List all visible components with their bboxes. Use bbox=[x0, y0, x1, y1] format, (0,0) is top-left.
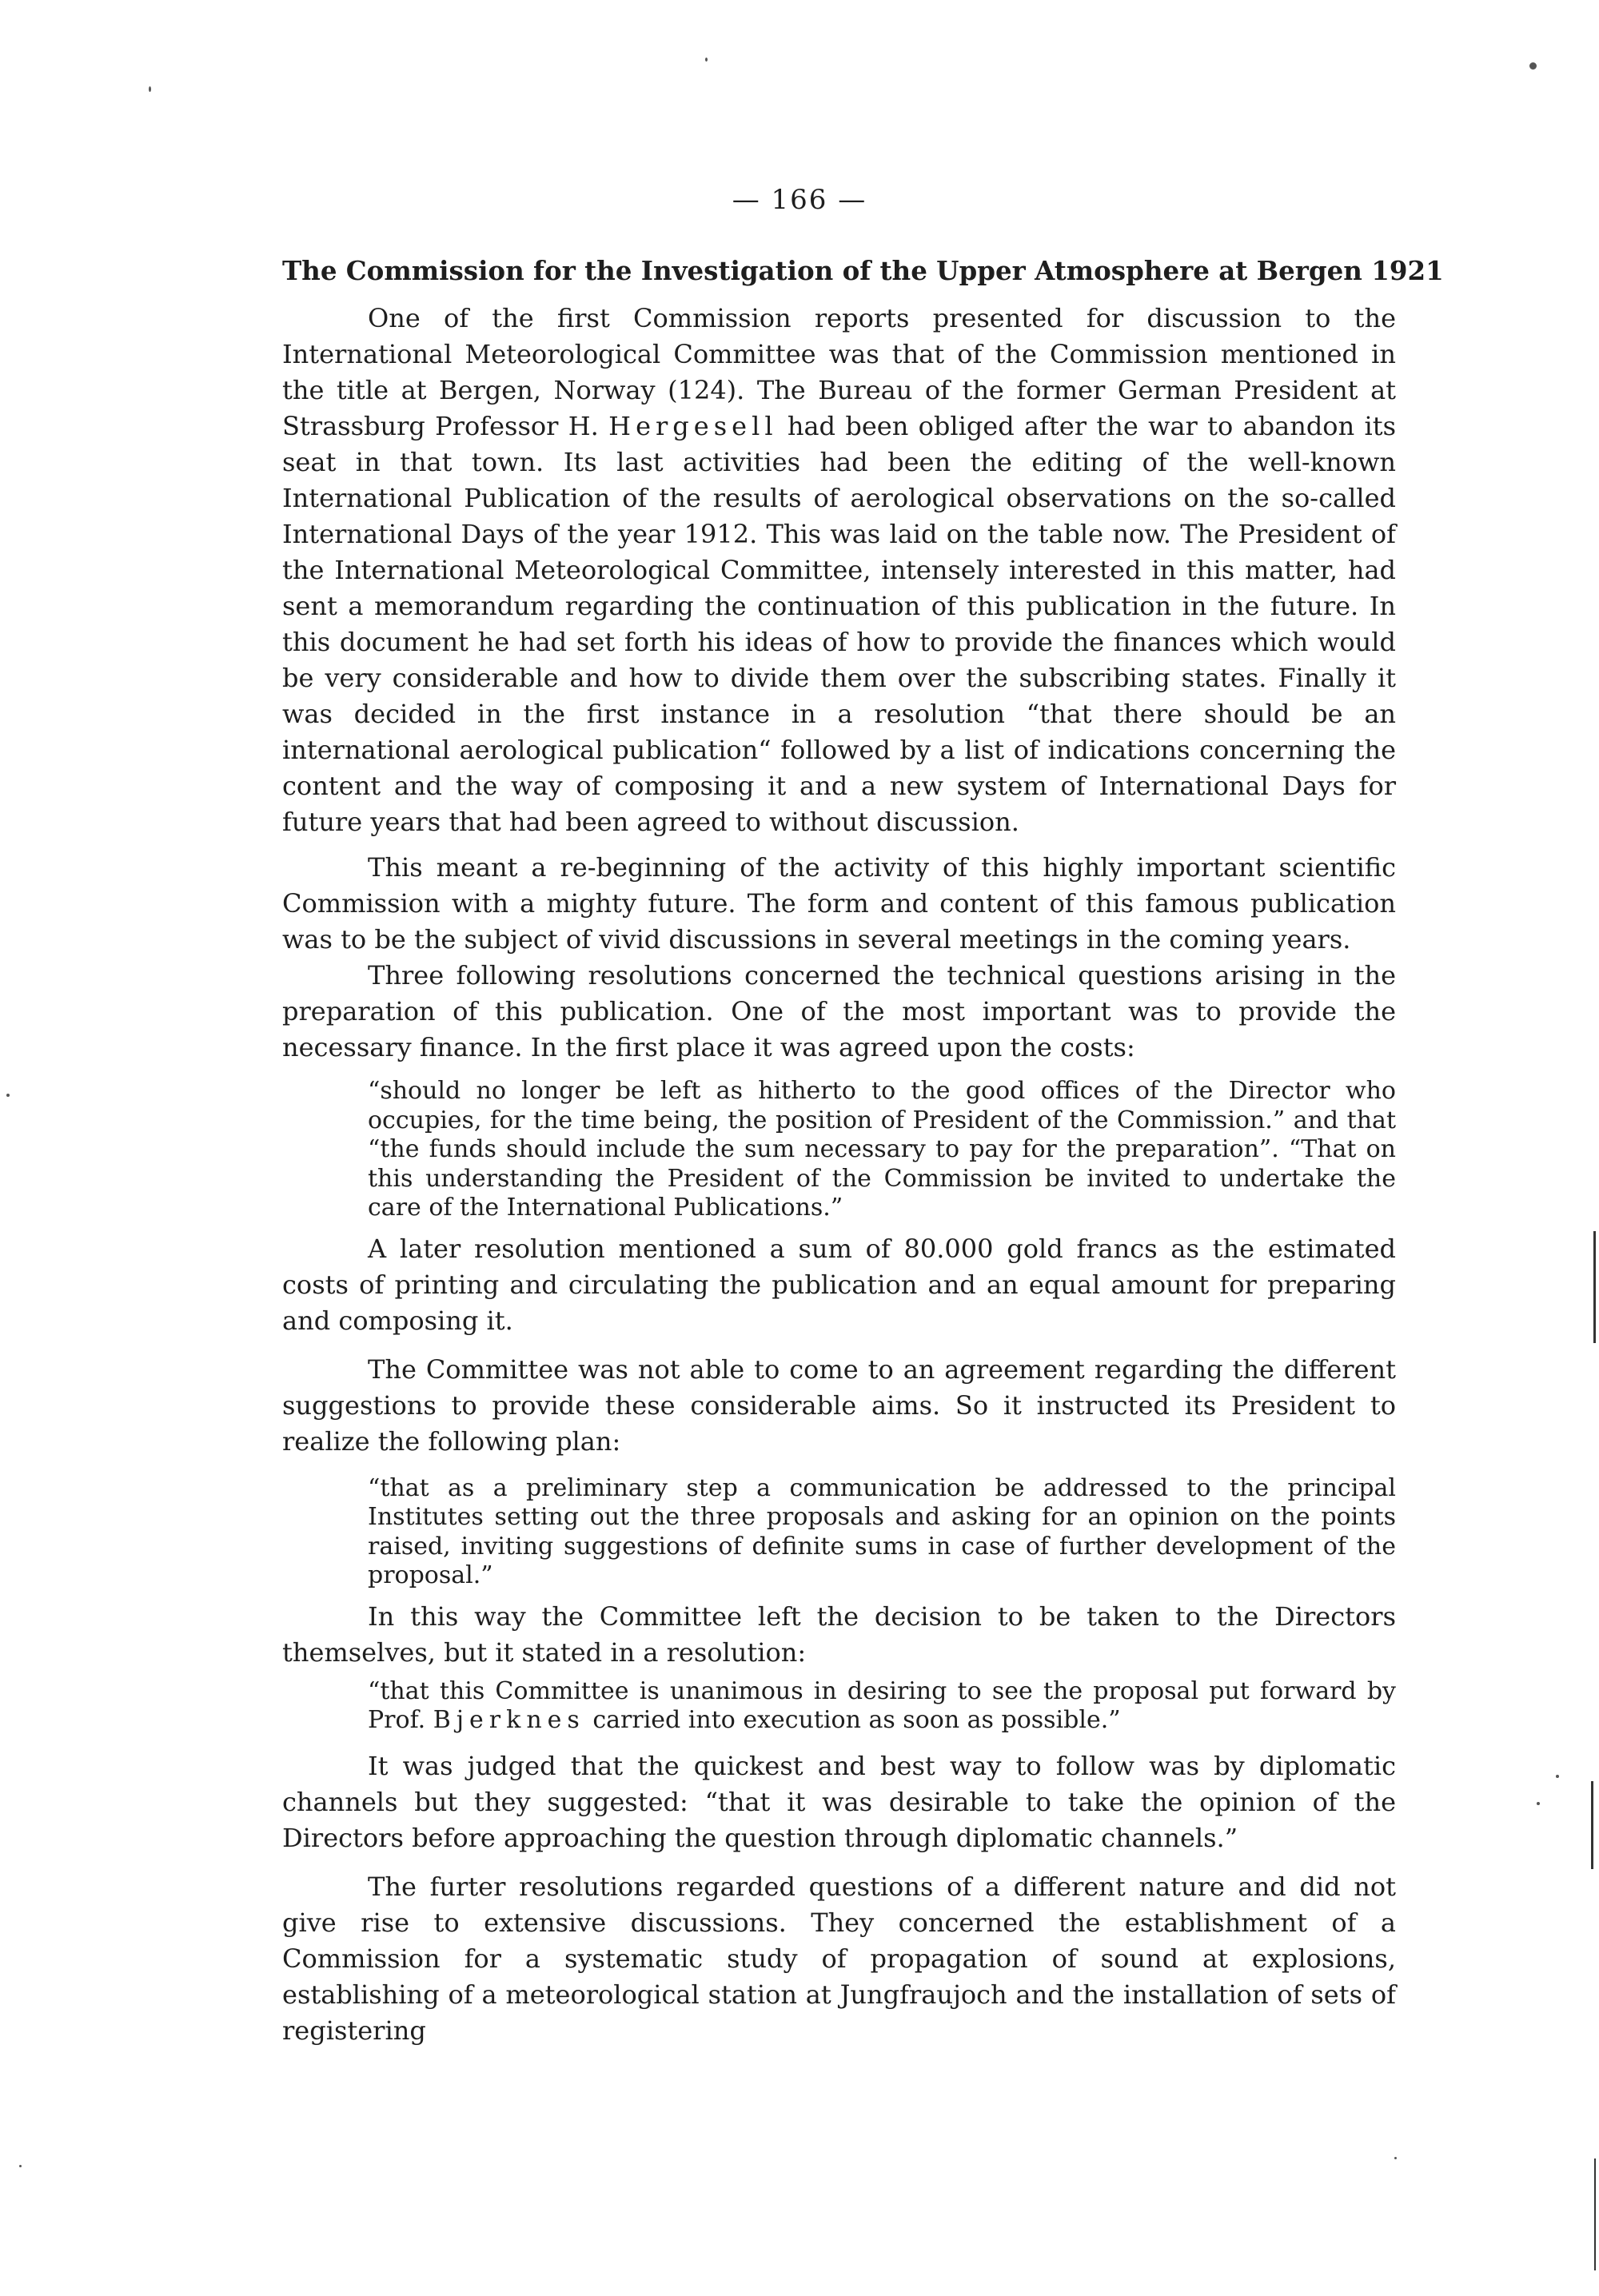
paragraph-6: In this way the Committee left the decision to be taken to the Directors themselves, but it stated in a resolution: bbox=[282, 1600, 1396, 1668]
paragraph-1 bbox=[282, 301, 1396, 840]
scan-speck bbox=[1394, 2157, 1397, 2159]
paragraph-3: Three following resolutions concerned the technical questions arising in the preparation of this publication. One of the most important was to provide the necessary finance. In the first place it was agreed upon the costs: bbox=[282, 960, 1396, 1062]
scan-speck bbox=[1537, 1802, 1540, 1805]
scan-speck bbox=[1529, 62, 1537, 70]
page-number: — 166 — bbox=[732, 184, 867, 216]
quote-1: “should no longer be left as hitherto to the good offices of the Director who occupies, for the time being, the position of President of the Commission.” and that “the funds should include the sum necessary to pay for the preparation”. “That on this understanding the President of the Commission be invited to undertake the care of the International Publications.” bbox=[368, 1077, 1396, 1222]
quote-3-text-b: carried into execution as soon as possible.” bbox=[584, 1706, 1121, 1734]
scan-speck bbox=[19, 2165, 22, 2167]
paragraph-4: A later resolution mentioned a sum of 80.000 gold francs as the estimated costs of printing and circulating the publication and an equal amount for preparing and composing it. bbox=[282, 1233, 1396, 1336]
section-heading: The Commission for the Investigation of the Upper Atmosphere at Bergen 1921 bbox=[282, 255, 1444, 286]
paragraph-1-text-b: had been obliged after the war to abandon its seat in that town. Its last activities had been the editing of the well-known International Publication of the results of aerological observations on the so-called International Days of the year 1912. This was laid on the table now. The President of the International Meteorological Committee, intensely interested in this matter, had sent a memorandum regarding the continuation of this publication in the future. In this document he had set forth his ideas of how to provide the finances which would be very considerable and how to divide them over the subscribing states. Finally it was decided in the first instance in a resolution “that there should be an international aerological publication“ followed by a list of indications concerning the content and the way of composing it and a new system of International Days for future years that had been agreed to without discussion. bbox=[282, 411, 1397, 837]
scan-speck bbox=[705, 58, 708, 62]
paragraph-2: This meant a re-beginning of the activity of this highly important scientific Commission with a mighty future. The form and content of this famous publication was to be the subject of vivid discussions in several meetings in the coming years. bbox=[282, 852, 1396, 955]
scan-edge-mark bbox=[1594, 2158, 1596, 2270]
scan-speck bbox=[6, 1094, 10, 1097]
scan-speck bbox=[1556, 1775, 1559, 1778]
paragraph-5: The Committee was not able to come to an agreement regarding the different suggestions to provide these considerable aims. So it instructed its President to realize the following plan: bbox=[282, 1353, 1396, 1457]
paragraph-1-text-a: One of the first Commission reports presented for discussion to the International Meteorological Committee was that of the Commission mentioned in the title at Bergen, Norway (124). The Bureau of the former German President at Strassburg Professor H. bbox=[282, 303, 1396, 441]
scan-speck bbox=[149, 86, 151, 92]
person-name-bjerknes: Bjerknes bbox=[433, 1706, 585, 1734]
scan-edge-mark bbox=[1591, 1781, 1593, 1869]
quote-3-text-a: “that this Committee is unanimous in desiring to see the proposal put forward by Prof. bbox=[368, 1676, 1396, 1734]
quote-2: “that as a preliminary step a communication be addressed to the principal Institutes setting out the three proposals and asking for an opinion on the points raised, inviting suggestions of definite sums in case of further development of the proposal.” bbox=[368, 1473, 1396, 1589]
paragraph-7: It was judged that the quickest and best way to follow was by diplomatic channels but they suggested: “that it was desirable to take the opinion of the Directors before approaching the question through diplomatic channels.” bbox=[282, 1750, 1396, 1853]
paragraph-8: The furter resolutions regarded questions of a different nature and did not give rise to extensive discussions. They concerned the establishment of a Commission for a systematic study of propagation of sound at explosions, establishing of a meteorological station at Jungfraujoch and the installation of sets of registering bbox=[282, 1871, 1396, 2046]
person-name-hergesell: Hergesell bbox=[608, 411, 778, 441]
quote-3 bbox=[368, 1677, 1396, 1736]
page-body bbox=[282, 254, 1444, 2049]
scan-edge-mark bbox=[1593, 1231, 1596, 1343]
